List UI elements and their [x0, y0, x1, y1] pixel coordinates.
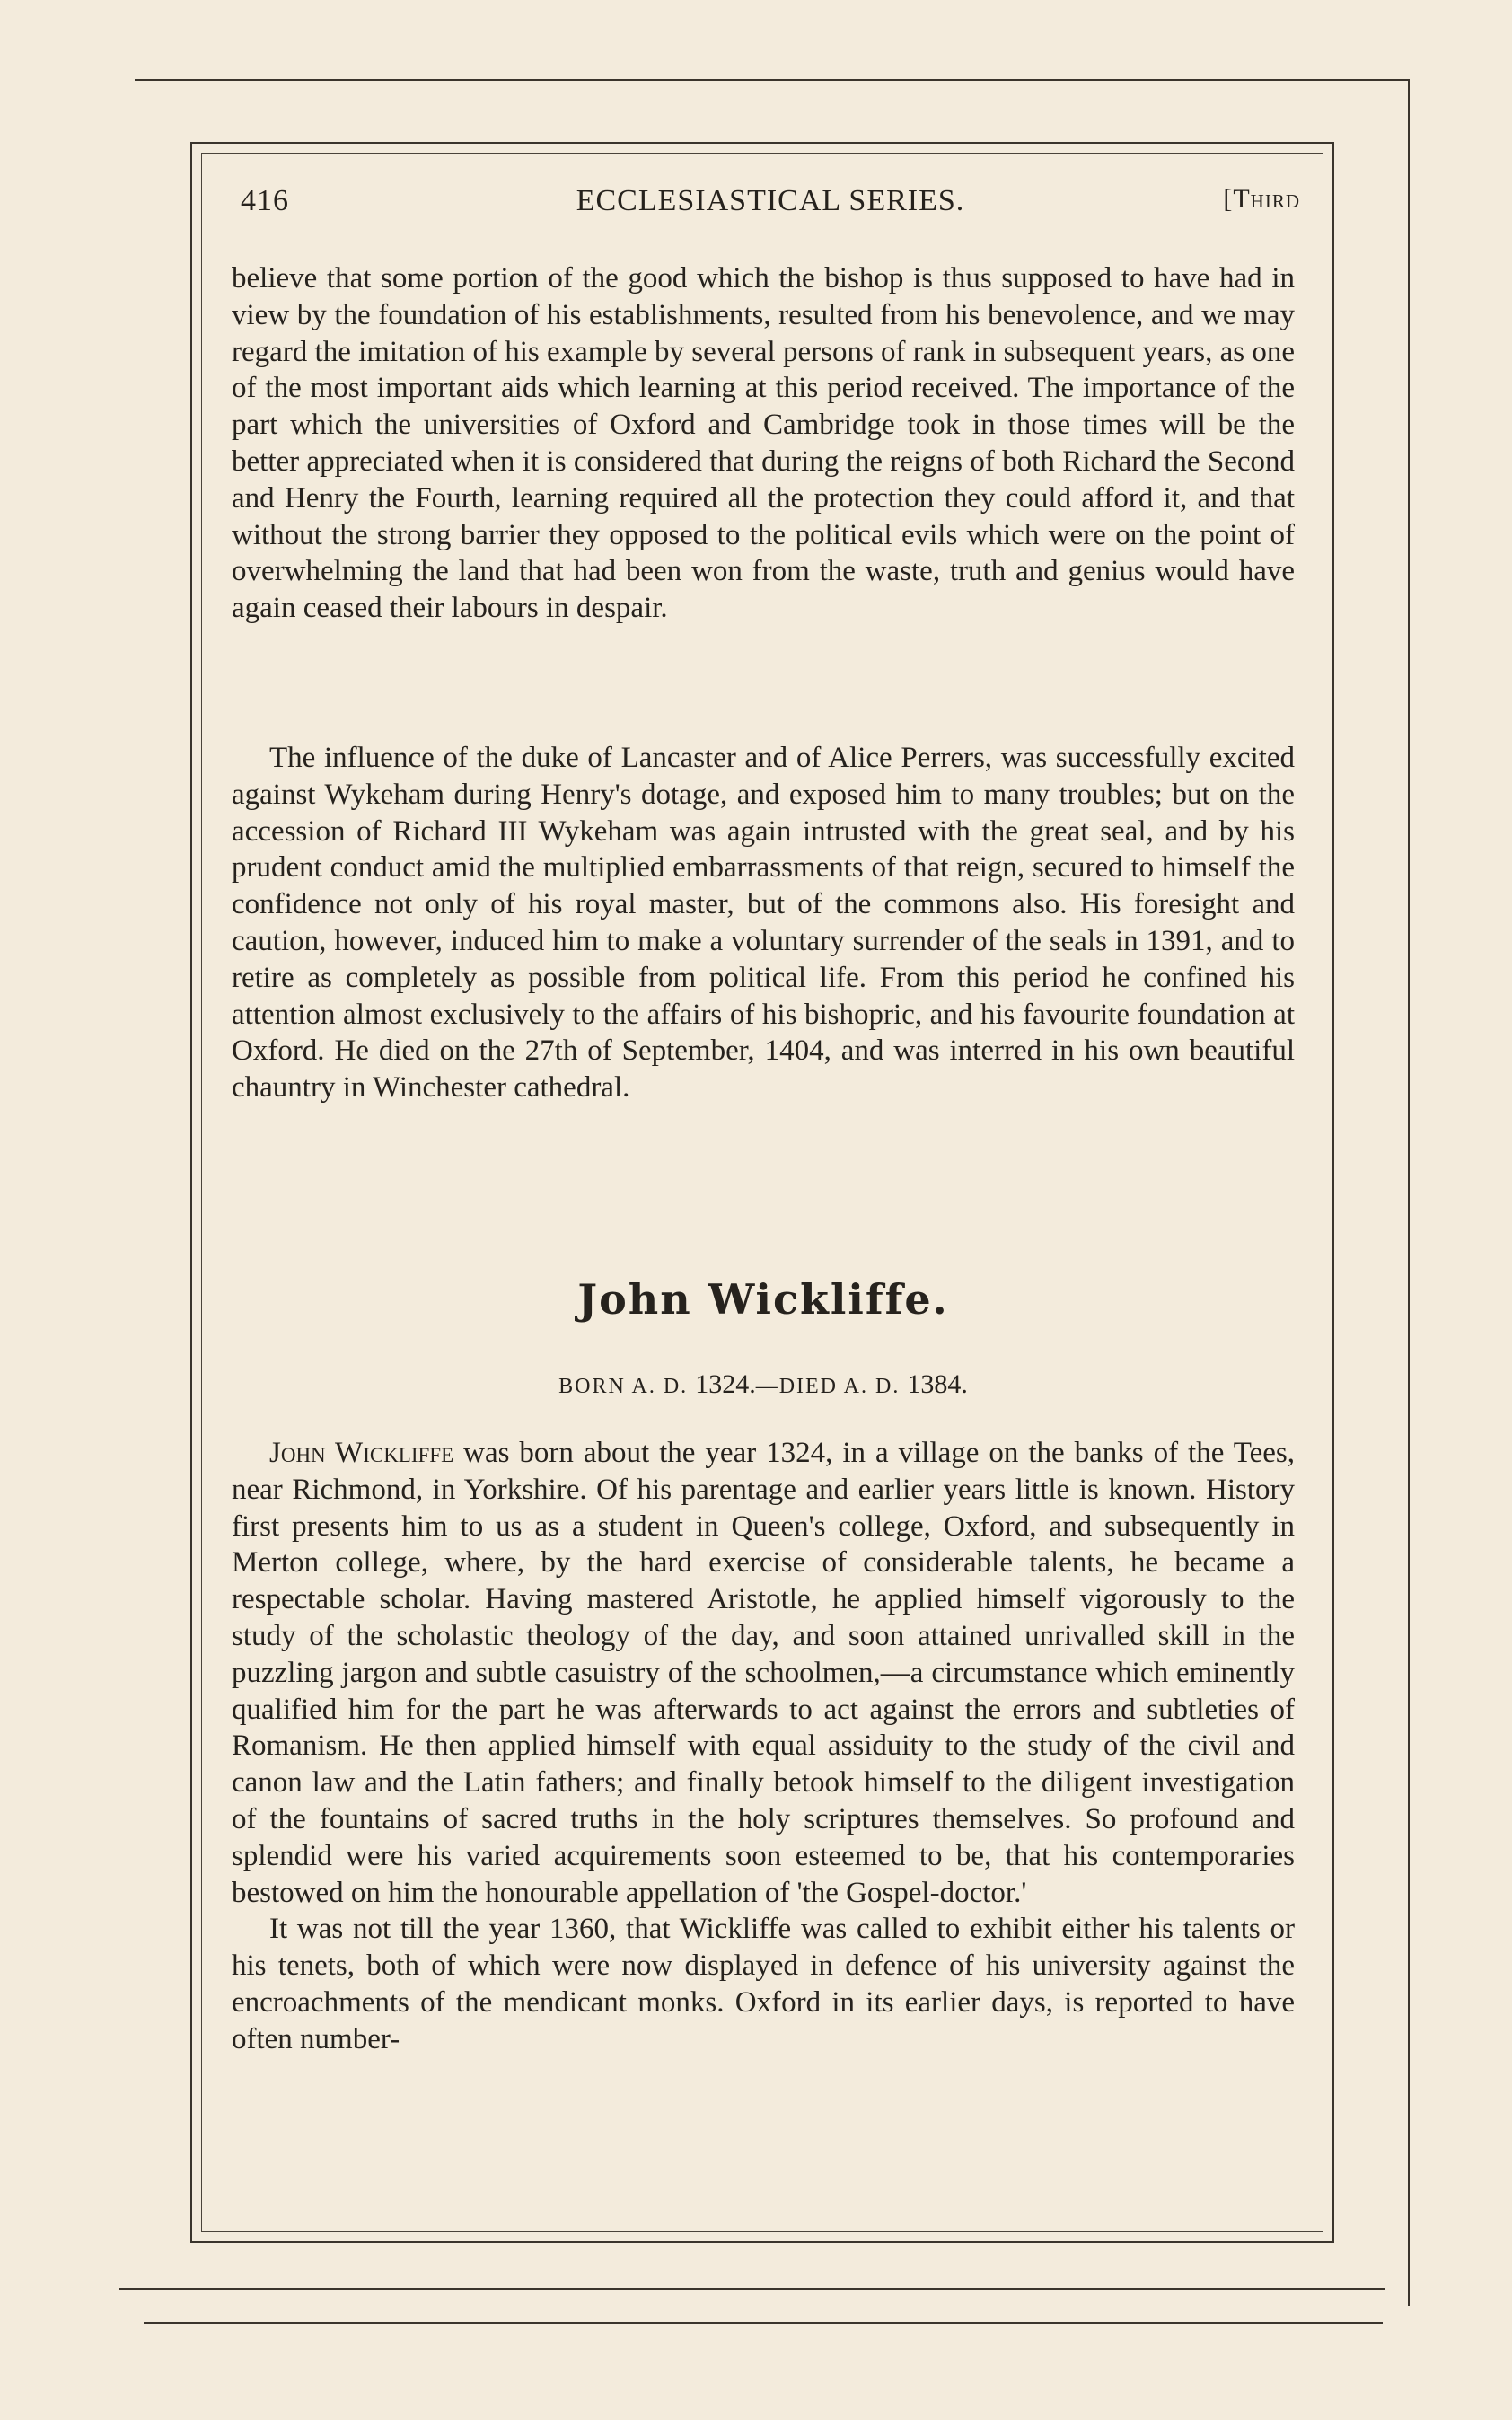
born-year: 1324.	[695, 1369, 756, 1399]
body-paragraph	[232, 740, 1295, 1106]
body-paragraph-continued	[232, 260, 1295, 627]
biography-body	[232, 1435, 1295, 2058]
born-label: BORN A. D.	[558, 1375, 689, 1398]
lead-name: John Wickliffe	[269, 1437, 454, 1469]
died-label: —DIED A. D.	[755, 1375, 901, 1398]
died-year: 1384.	[907, 1369, 968, 1399]
biography-dates	[232, 1369, 1295, 1400]
biography-paragraph-2: It was not till the year 1360, that Wickliffe was called to exhibit either his talents or his tenets, both of which were now displayed in defence of his university against the encroachments of the mendicant monks. Oxford in its earlier days, is reported to have often number-	[232, 1913, 1295, 2055]
biography-paragraph-1	[232, 1435, 1295, 1911]
paragraph-text: was born about the year 1324, in a village on the banks of the Tees, near Richmond, in Yorkshire. Of his parentage and earlier years little is known. History first presents him to us as a student in Queen's college, Oxford, and subsequently in Merton college, where, by the hard exercise of considerable talents, he became a respectable scholar. Having mastered Aristotle, he applied himself vigorously to the study of the scholastic theology of the day, and soon attained unrivalled skill in the puzzling jargon and subtle casuistry of the schoolmen,—a circumstance which eminently qualified him for the part he was afterwards to act against the errors and subtleties of Romanism. He then applied himself with equal assiduity to the study of the civil and canon law and the Latin fathers; and finally betook himself to the diligent investigation of the fountains of sacred truths in the holy scriptures themselves. So profound and splendid were his varied acquirements soon esteemed to be, that his contemporaries bestowed on him the honourable appellation of 'the Gospel-doctor.'	[232, 1437, 1295, 1909]
running-head: ECCLESIASTICAL SERIES.	[576, 184, 965, 217]
biography-title: John Wickliffe.	[577, 1275, 949, 1324]
paragraph-text: believe that some portion of the good which the bishop is thus supposed to have had in view by the foundation of his establishments, resulted from his benevolence, and we may regard the imitation of his example by several persons of rank in subsequent years, as one of the most important aids which learning at this period received. The importance of the part which the universities of Oxford and Cambridge took in those times will be the better appreciated when it is considered that during the reigns of both Richard the Second and Henry the Fourth, learning required all the protection they could afford it, and that without the strong barrier they opposed to the political evils which were on the point of overwhelming the land that had been won from the waste, truth and genius would have again ceased their labours in despair.	[232, 262, 1295, 625]
section-mark: [Third	[1223, 184, 1300, 214]
page-outer-frame-bottom-rule-2	[144, 2322, 1383, 2324]
paragraph-text: The influence of the duke of Lancaster and of Alice Perrers, was successfully excited against Wykeham during Henry's dotage, and exposed him to many troubles; but on the accession of Richard III Wykeham was again intrusted with the great seal, and by his prudent conduct amid the multiplied embarrassments of that reign, secured to himself the confidence not only of his royal master, but of the commons also. His foresight and caution, however, induced him to make a voluntary surrender of the seals in 1391, and to retire as completely as possible from political life. From this period he confined his attention almost exclusively to the affairs of his bishopric, and his favourite foundation at Oxford. He died on the 27th of September, 1404, and was interred in his own beautiful chauntry in Winchester cathedral.	[232, 742, 1295, 1104]
page-outer-frame-bottom-rule	[119, 2288, 1385, 2290]
page-number: 416	[241, 184, 289, 217]
page-header	[241, 184, 1300, 229]
